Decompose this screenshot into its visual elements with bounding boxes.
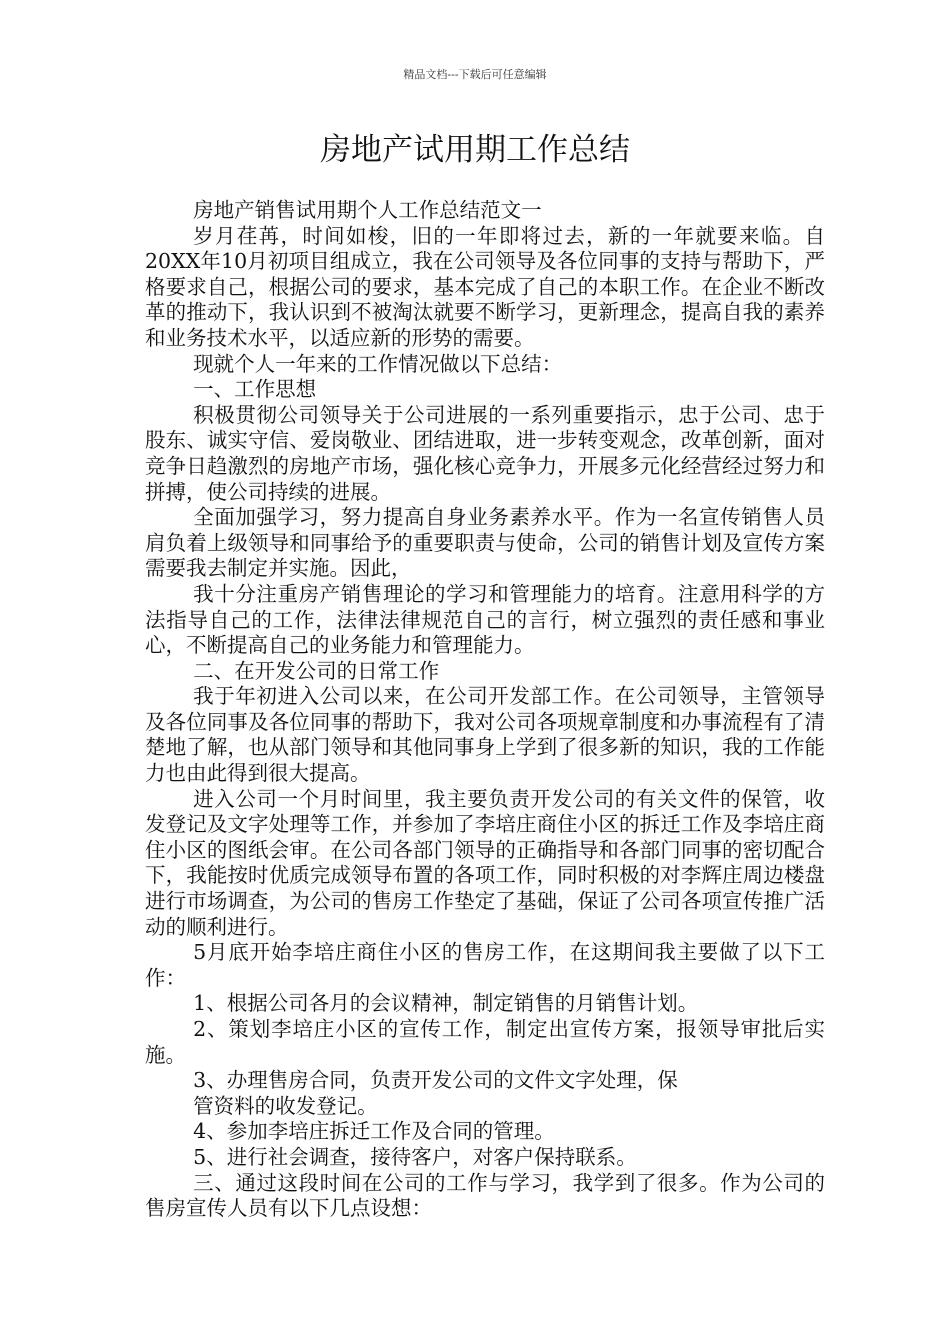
paragraph: 进入公司一个月时间里，我主要负责开发公司的有关文件的保管，收发登记及文字处理等工作，并参加了李培庄商住小区的拆迁工作及李培庄商住小区的图纸会审。在公司各部门领导的正确指导和各部门同事的密切配合下，我能按时优质完成领导布置的各项工作，同时积极的对李辉庄周边楼盘进行市场调查，为公司的售房工作垫定了基础，保证了公司各项宣传推广活动的顺利进行。 xyxy=(145,786,825,939)
paragraph: 岁月荏苒，时间如梭，旧的一年即将过去，新的一年就要来临。自20XX年10月初项目组成立，我在公司领导及各位同事的支持与帮助下，严格要求自己，根据公司的要求，基本完成了自己的本职工作。在企业不断改革的推动下，我认识到不被淘汰就要不断学习，更新理念，提高自我的素养和业务技术水平，以适应新的形势的需要。 xyxy=(145,223,825,350)
section-heading: 一、工作思想 xyxy=(193,377,317,402)
page-header: 精品文档---下载后可任意编辑 xyxy=(403,68,547,81)
list-item: 1、根据公司各月的会议精神，制定销售的月销售计划。 xyxy=(193,991,699,1016)
list-item: 5、进行社会调查，接待客户，对客户保持联系。 xyxy=(193,1144,637,1169)
document-title: 房地产试用期工作总结 xyxy=(320,132,630,168)
list-item-continuation: 管资料的收发登记。 xyxy=(193,1093,378,1118)
paragraph: 房地产销售试用期个人工作总结范文一 xyxy=(193,198,542,222)
paragraph: 5月底开始李培庄商住小区的售房工作，在这期间我主要做了以下工作： xyxy=(145,940,825,990)
list-item: 3、办理售房合同，负责开发公司的文件文字处理，保 xyxy=(193,1068,678,1093)
section-heading: 三、通过这段时间在公司的工作与学习，我学到了很多。作为公司的售房宣传人员有以下几点设想： xyxy=(145,1170,825,1221)
list-item: 2、策划李培庄小区的宣传工作，制定出宣传方案，报领导审批后实施。 xyxy=(145,1017,825,1067)
paragraph: 我于年初进入公司以来，在公司开发部工作。在公司领导，主管领导及各位同事及各位同事的帮助下，我对公司各项规章制度和办事流程有了清楚地了解，也从部门领导和其他同事身上学到了很多新的知识，我的工作能力也由此得到很大提高。 xyxy=(145,684,825,786)
list-item: 4、参加李培庄拆迁工作及合同的管理。 xyxy=(193,1119,555,1144)
document-body xyxy=(145,198,825,1222)
paragraph: 全面加强学习，努力提高自身业务素养水平。作为一名宣传销售人员肩负着上级领导和同事给予的重要职责与使命，公司的销售计划及宣传方案需要我去制定并实施。因此， xyxy=(145,505,825,581)
paragraph: 积极贯彻公司领导关于公司进展的一系列重要指示，忠于公司、忠于股东、诚实守信、爱岗敬业、团结进取，进一步转变观念，改革创新，面对竞争日趋激烈的房地产市场，强化核心竞争力，开展多元化经营经过努力和拼搏，使公司持续的进展。 xyxy=(145,402,825,504)
paragraph: 现就个人一年来的工作情况做以下总结： xyxy=(193,351,563,376)
paragraph: 我十分注重房产销售理论的学习和管理能力的培育。注意用科学的方法指导自己的工作，法律法律规范自己的言行，树立强烈的责任感和事业心，不断提高自己的业务能力和管理能力。 xyxy=(145,581,825,658)
section-heading: 二、在开发公司的日常工作 xyxy=(193,658,440,683)
